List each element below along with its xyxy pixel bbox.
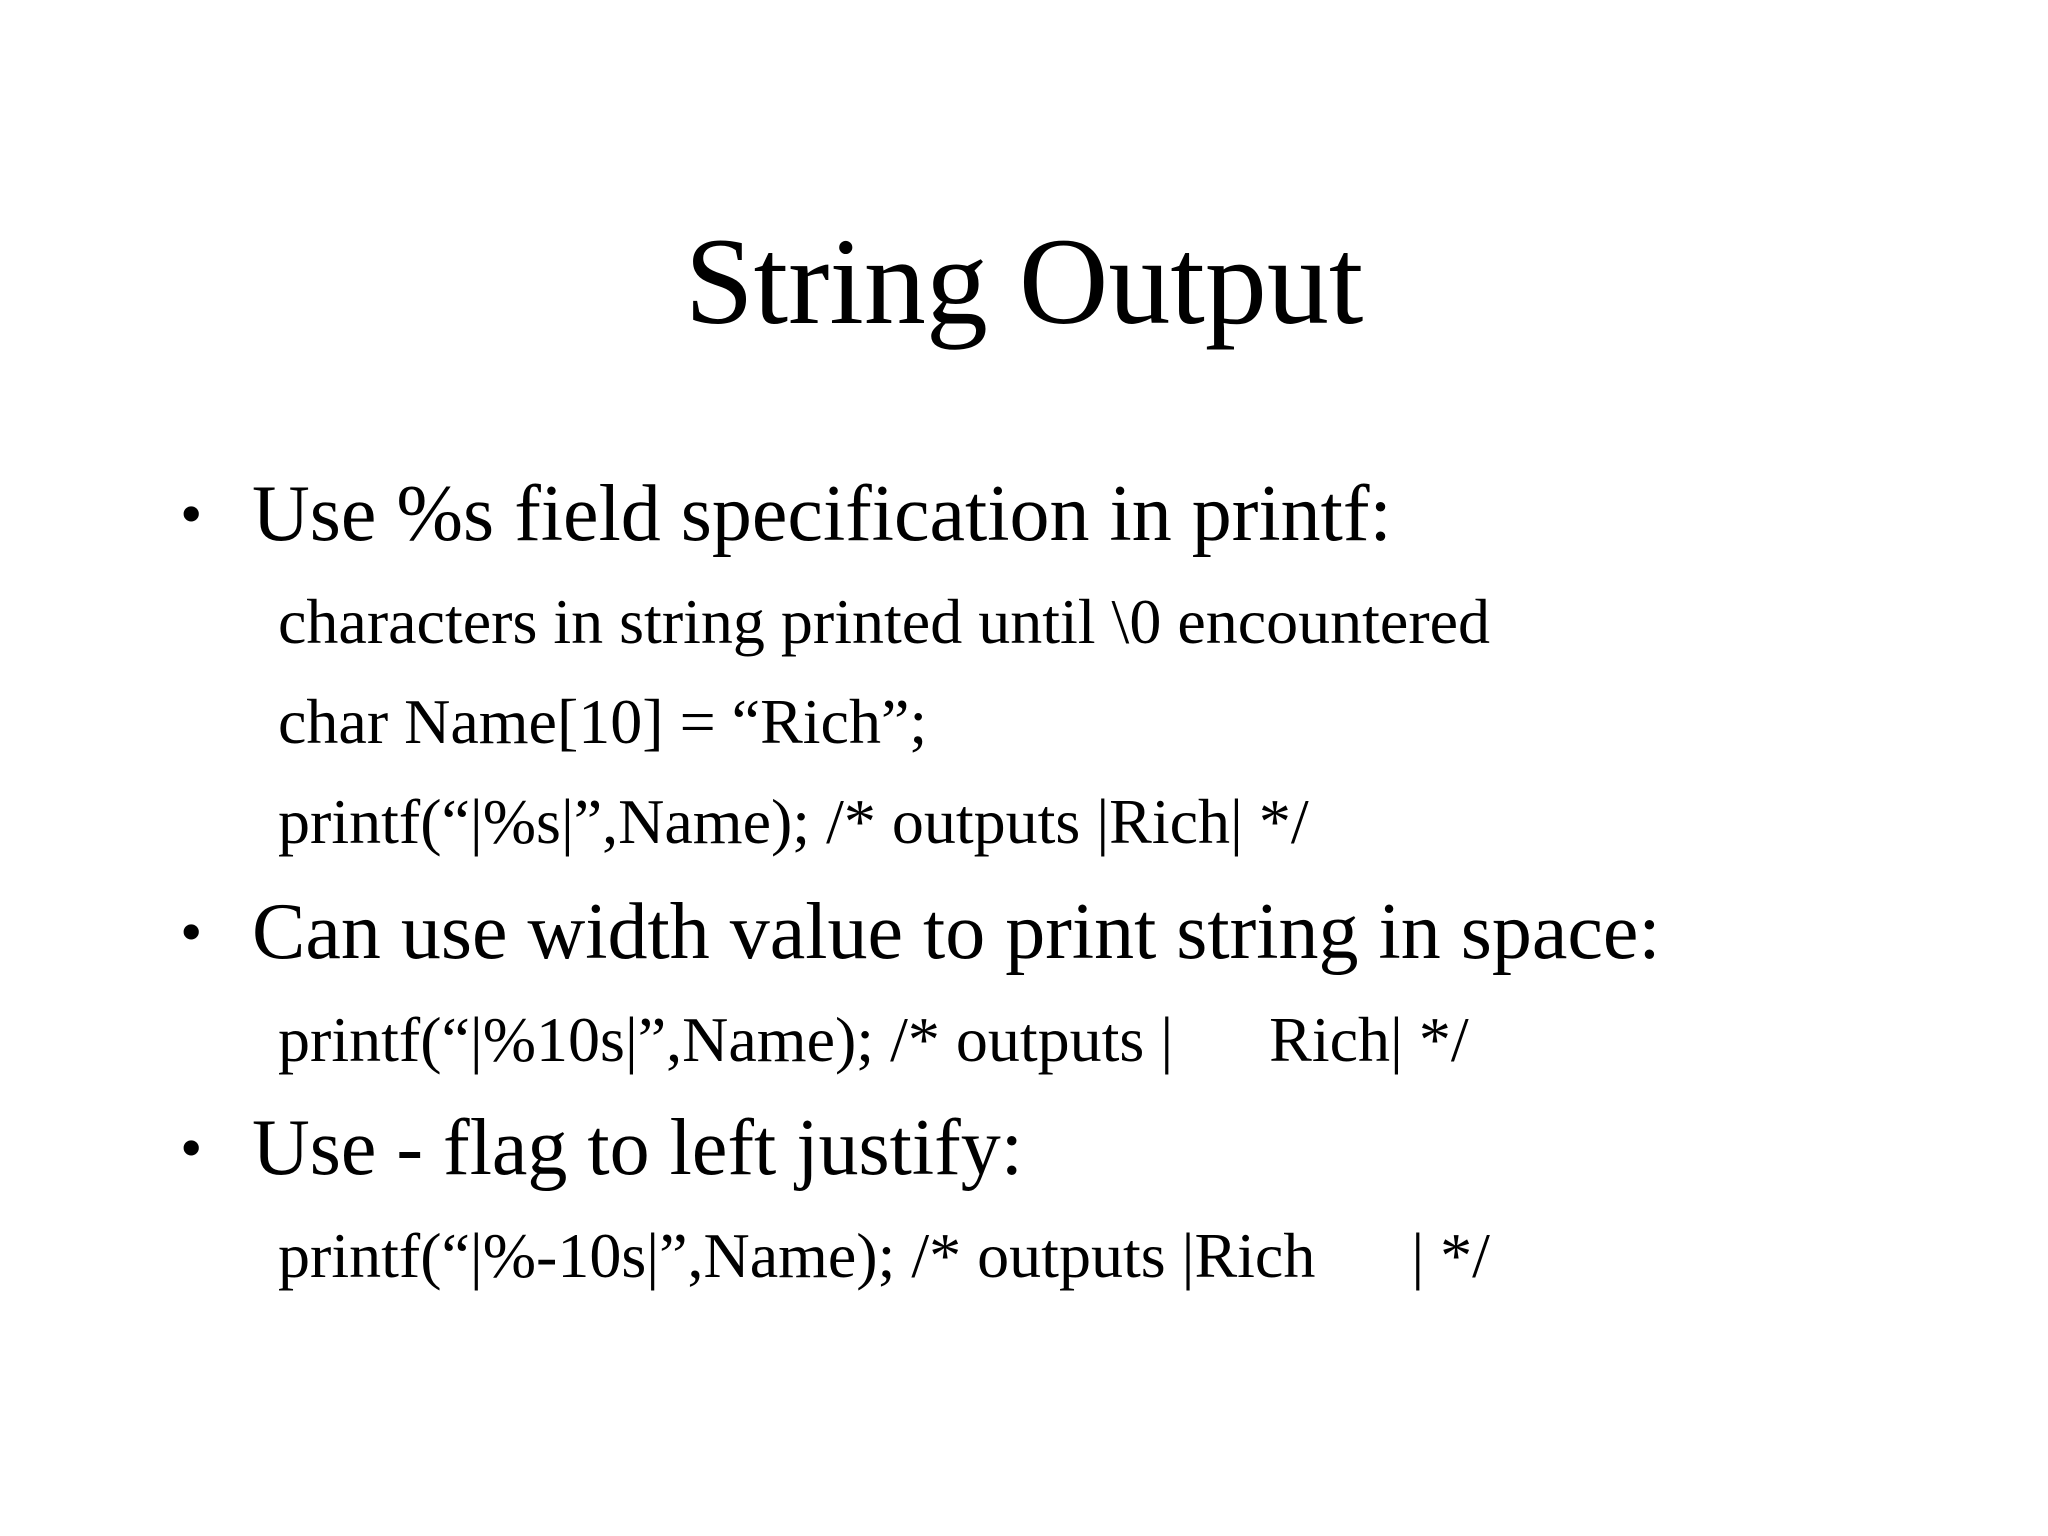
- sub-item: characters in string printed until \0 encountered: [278, 586, 1491, 657]
- bullet-marker: •: [180, 896, 203, 967]
- bullet-text: Can use width value to print string in space:: [252, 888, 1661, 976]
- sub-item: printf(“|%10s|”,Name); /* outputs | Rich| */: [278, 1004, 1469, 1075]
- bullet-marker: •: [180, 478, 203, 549]
- bullet-text: Use %s field specification in printf:: [252, 470, 1392, 558]
- bullet-text: Use - flag to left justify:: [252, 1104, 1023, 1192]
- sub-item: printf(“|%s|”,Name); /* outputs |Rich| */: [278, 786, 1309, 857]
- bullet-marker: •: [180, 1112, 203, 1183]
- sub-item: printf(“|%-10s|”,Name); /* outputs |Rich | */: [278, 1220, 1490, 1291]
- sub-item: char Name[10] = “Rich”;: [278, 686, 928, 757]
- slide-title: String Output: [684, 213, 1364, 350]
